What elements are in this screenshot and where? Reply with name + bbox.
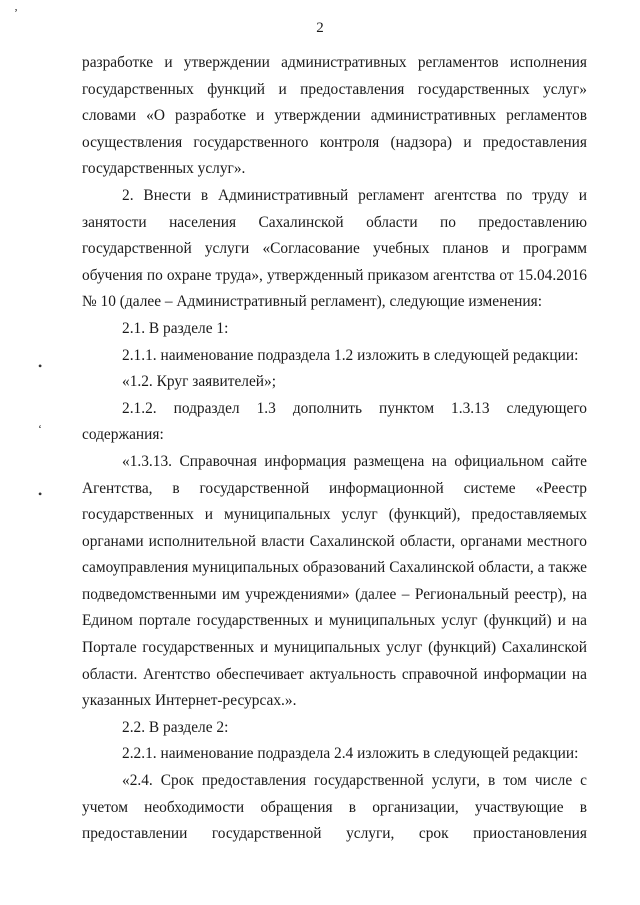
text-line: 2.2.1. наименование подраздела 2.4 изложить в следующей редакции: (122, 745, 579, 763)
page-number: 2 (316, 20, 324, 36)
text-line: Едином портале государственных и муниципальных услуг (функций) и на (82, 612, 587, 630)
text-line: области. Агентство обеспечивает актуальность справочной информации на (82, 665, 587, 683)
text-line: обучения по охране труда», утвержденный приказом агентства от 15.04.2016 (82, 266, 587, 284)
text-line: учетом необходимости обращения в организации, участвующие в (82, 798, 587, 816)
scan-mark-left-3: • (38, 487, 43, 501)
text-line: 2.1.2. подраздел 1.3 дополнить пунктом 1.3.13 следующего (122, 399, 587, 417)
text-line: Портале государственных и муниципальных услуг (функций) Сахалинской (82, 639, 587, 657)
text-line: словами «О разработке и утверждении административных регламентов (82, 107, 587, 125)
text-line: занятости населения Сахалинской области по предоставлению (82, 213, 587, 231)
text-line: указанных Интернет-ресурсах.». (82, 692, 297, 710)
text-line: подведомственными им учреждениями» (далее – Региональный реестр), на (82, 585, 587, 603)
text-line: осуществления государственного контроля (надзора) и предоставления (82, 133, 587, 151)
scan-mark-left-2: ʻ (38, 422, 42, 436)
text-line: 2.1.1. наименование подраздела 1.2 изложить в следующей редакции: (122, 346, 579, 364)
text-line: предоставлении государственной услуги, срок приостановления (82, 825, 587, 843)
text-line: органами исполнительной власти Сахалинской области, органами местного (82, 532, 587, 550)
scan-mark-top: ʼ (14, 6, 18, 20)
text-line: 2. Внести в Административный регламент агентства по труду и (122, 186, 587, 204)
text-line: «1.2. Круг заявителей»; (122, 373, 277, 391)
text-line: содержания: (82, 426, 164, 444)
text-line: государственных и муниципальных услуг (функций), предоставляемых (82, 506, 587, 524)
text-line: «1.3.13. Справочная информация размещена на официальном сайте (122, 452, 587, 470)
text-line: государственных функций и предоставления государственных услуг» (82, 80, 587, 98)
text-line: самоуправления муниципальных образований Сахалинской области, а также (82, 559, 587, 577)
text-line: 2.2. В разделе 2: (122, 718, 229, 736)
text-line: разработке и утверждении административных регламентов исполнения (82, 54, 587, 71)
text-line: 2.1. В разделе 1: (122, 319, 229, 337)
text-line: «2.4. Срок предоставления государственной услуги, в том числе с (122, 772, 587, 790)
text-line: № 10 (далее – Административный регламент), следующие изменения: (82, 293, 542, 311)
text-line: государственной услуги «Согласование учебных планов и программ (82, 240, 587, 258)
scan-mark-left-1: • (38, 359, 43, 373)
document-body (82, 50, 587, 848)
text-line: государственных услуг». (82, 160, 246, 178)
text-line: Агентства, в государственной информационной системе «Реестр (82, 479, 587, 497)
